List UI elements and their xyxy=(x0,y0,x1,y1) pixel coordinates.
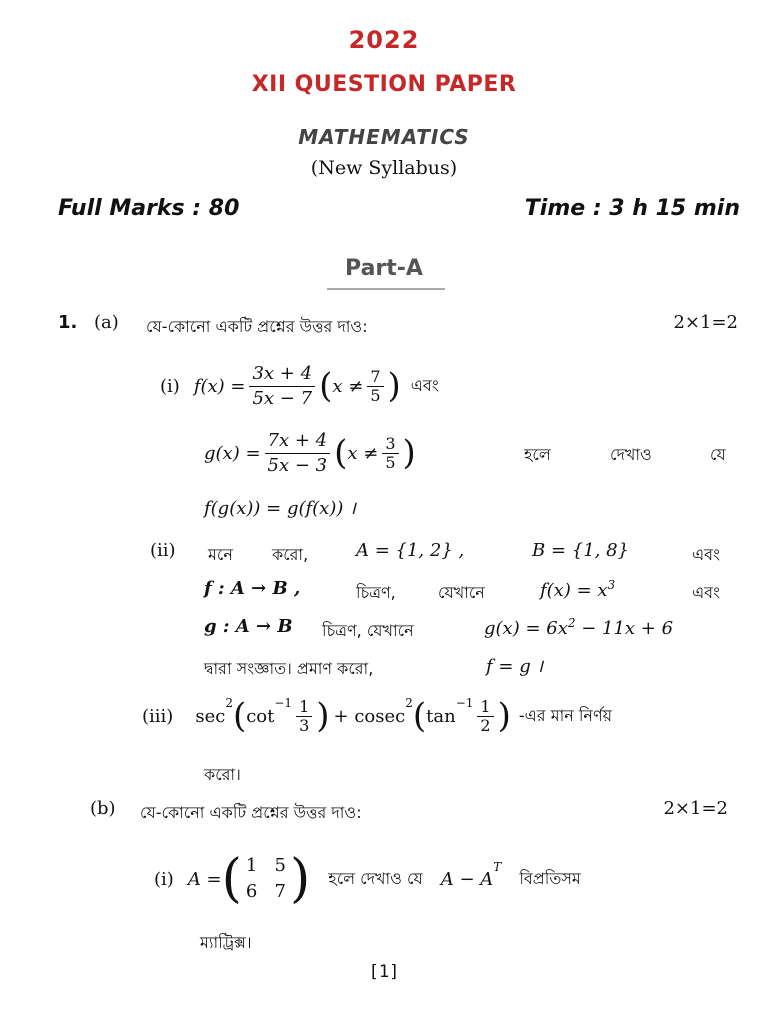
tan-text: tan xyxy=(426,705,456,727)
g-numerator: 7x + 4 xyxy=(265,429,331,454)
time-allowed: Time : 3 h 15 min xyxy=(524,196,740,221)
g-fraction xyxy=(265,429,331,478)
matrix-word: ম্যাট্রিক্স। xyxy=(200,933,252,952)
subq-iii-label: (iii) xyxy=(142,705,174,727)
f-fraction xyxy=(249,362,315,411)
g-cond-num: 3 xyxy=(382,435,398,454)
chitron-text: চিত্রণ, xyxy=(356,583,396,602)
matrix-row-2: 6 7 xyxy=(245,881,286,902)
part-b-marks: 2×1=2 xyxy=(663,798,728,819)
f-lhs: f(x) = xyxy=(193,375,246,397)
mone-text: মনে xyxy=(208,545,233,564)
part-a-instruction: যে-কোনো একটি প্রশ্নের উত্তর দাও: xyxy=(146,317,368,336)
left-paren: ( xyxy=(412,696,427,736)
cosec-text: + cosec xyxy=(333,705,406,727)
find-value-text: -এর মান নির্ণয় xyxy=(518,705,613,725)
f-numerator: 3x + 4 xyxy=(249,362,315,387)
je-text: যে xyxy=(710,445,726,464)
f-definition xyxy=(540,578,615,601)
g-def-exponent: 2 xyxy=(567,616,576,630)
f-equals-g: f = g । xyxy=(486,656,544,677)
cot-num: 1 xyxy=(296,698,312,717)
g-def-tail: − 11x + 6 xyxy=(575,618,674,639)
g-cond-fraction xyxy=(382,435,398,472)
part-a-label: (a) xyxy=(94,312,119,333)
g-def-text: g(x) = 6x xyxy=(484,618,568,639)
cot-text: cot xyxy=(246,705,275,727)
cot-inv: −1 xyxy=(274,696,293,710)
chitron-jekhane-text: চিত্রণ, যেখানে xyxy=(322,621,414,640)
exam-year: 2022 xyxy=(348,26,420,54)
cot-den: 3 xyxy=(299,715,310,735)
tan-den: 2 xyxy=(480,715,491,735)
f-denominator: 5x − 7 xyxy=(252,387,313,409)
part-b-label: (b) xyxy=(90,798,116,819)
question-number: 1. xyxy=(58,312,78,333)
f-condition: x ≠ xyxy=(332,375,364,397)
paper-title: XII QUESTION PAPER xyxy=(251,72,517,97)
set-b: B = {1, 8} xyxy=(532,540,630,561)
jekhane-text: যেখানে xyxy=(438,583,485,602)
right-paren: ) xyxy=(402,433,416,473)
subject-title: MATHEMATICS xyxy=(298,125,470,149)
matrix-right-paren: ) xyxy=(290,849,311,909)
tan-inv: −1 xyxy=(455,696,474,710)
syllabus-note: (New Syllabus) xyxy=(310,157,458,179)
f-cond-den: 5 xyxy=(370,385,381,405)
subq-b-i xyxy=(154,846,581,912)
a-minus-at: A − A xyxy=(440,868,494,890)
tan-num: 1 xyxy=(477,698,493,717)
matrix-row-1: 1 5 xyxy=(245,855,286,876)
right-paren: ) xyxy=(497,696,511,736)
g-cond-den: 5 xyxy=(385,452,396,472)
ebong-text: এবং xyxy=(410,375,439,395)
g-lhs: g(x) = xyxy=(204,442,261,464)
f-cond-fraction xyxy=(367,368,383,405)
g-definition xyxy=(484,616,673,639)
page-number: [1] xyxy=(368,962,400,982)
right-paren: ) xyxy=(387,366,401,406)
sec-exp: 2 xyxy=(225,696,233,710)
part-b-instruction: যে-কোনো একটি প্রশ্নের উত্তর দাও: xyxy=(140,803,362,822)
g-condition: x ≠ xyxy=(347,442,379,464)
f-mapping: f : A → B , xyxy=(204,578,301,599)
part-heading: Part-A xyxy=(345,256,423,281)
ebong-text-2: এবং xyxy=(692,545,720,564)
subq-i-f xyxy=(160,358,439,414)
sec-text: sec xyxy=(195,705,226,727)
subq-ii-label: (ii) xyxy=(150,540,176,561)
left-paren: ( xyxy=(319,366,333,406)
matrix-left-paren: ( xyxy=(221,849,242,909)
subq-i-g xyxy=(204,425,416,481)
part-a-marks: 2×1=2 xyxy=(673,312,738,333)
ebong-text-3: এবং xyxy=(692,583,720,602)
koro-text: করো, xyxy=(272,545,309,564)
skew-symmetric-text: বিপ্রতিসম xyxy=(519,868,581,888)
f-def-exponent: 3 xyxy=(607,578,616,592)
defined-prove-text: দ্বারা সংজ্ঞাত। প্রমাণ করো, xyxy=(204,659,374,678)
f-cond-num: 7 xyxy=(367,368,383,387)
hole-text: হলে xyxy=(524,445,551,464)
set-a: A = {1, 2} , xyxy=(356,540,465,561)
koro-text-2: করো। xyxy=(204,765,241,784)
f-def-text: f(x) = x xyxy=(540,580,608,601)
full-marks: Full Marks : 80 xyxy=(58,196,240,221)
g-mapping: g : A → B xyxy=(204,616,293,637)
subq-b-i-label: (i) xyxy=(154,868,174,890)
left-paren: ( xyxy=(232,696,247,736)
right-paren: ) xyxy=(316,696,330,736)
dekhao-text: দেখাও xyxy=(610,445,652,464)
g-denominator: 5x − 3 xyxy=(267,454,328,476)
show-that-text: হলে দেখাও যে xyxy=(328,868,423,888)
left-paren: ( xyxy=(334,433,348,473)
subq-i-label: (i) xyxy=(160,375,180,397)
matrix-a xyxy=(246,853,286,905)
matrix-lhs: A = xyxy=(187,868,222,890)
fg-equality: f(g(x)) = g(f(x)) । xyxy=(204,498,356,519)
transpose-sup: T xyxy=(493,860,502,874)
subq-iii xyxy=(142,686,612,746)
cot-fraction xyxy=(296,698,312,735)
tan-fraction xyxy=(477,698,493,735)
cosec-exp: 2 xyxy=(405,696,413,710)
part-underline xyxy=(327,288,445,290)
